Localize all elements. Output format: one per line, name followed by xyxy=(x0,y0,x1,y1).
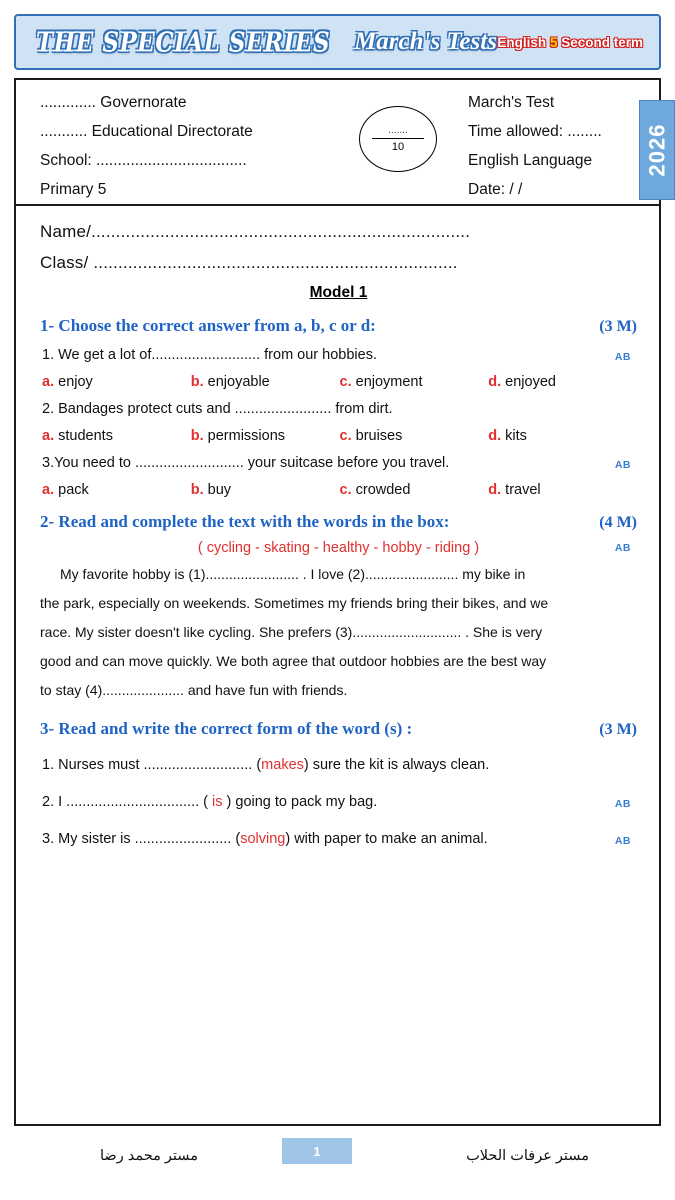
question-1-item-1-stem xyxy=(42,345,637,366)
choice-c[interactable] xyxy=(340,428,489,444)
choice-letter: c. xyxy=(339,428,352,444)
choice-d[interactable] xyxy=(488,482,637,498)
name-field-line[interactable]: Name/............................................................................. xyxy=(40,222,471,241)
choice-a[interactable] xyxy=(42,374,191,390)
choice-letter: d. xyxy=(488,374,502,390)
class-field-line[interactable]: Class/ .......................................................................... xyxy=(40,253,458,272)
choice-letter: a. xyxy=(42,482,55,498)
exam-name-line: March's Test xyxy=(468,94,555,111)
choice-letter: a. xyxy=(42,374,55,390)
stem-text: 1. We get a lot of........................... from our hobbies. xyxy=(42,347,377,363)
item-post-text: ) with paper to make an animal. xyxy=(285,831,488,847)
exam-info-box xyxy=(14,78,661,206)
page-number-badge xyxy=(282,1138,352,1164)
choice-text: pack xyxy=(58,482,89,498)
item-word: is xyxy=(212,794,223,810)
choice-text: enjoyed xyxy=(505,374,556,390)
marks-circle xyxy=(359,106,437,172)
ab-marker: AB xyxy=(614,459,631,471)
exam-meta-block xyxy=(468,88,602,204)
ab-marker: AB xyxy=(614,542,631,554)
choice-d[interactable] xyxy=(488,374,637,390)
ab-marker: AB xyxy=(614,798,631,810)
choice-b[interactable] xyxy=(191,374,340,390)
question-1-item-2-stem xyxy=(42,399,637,420)
passage-line-5: to stay (4)..................... and have fun with friends. xyxy=(40,682,348,698)
footer-teacher-left: مستر محمد رضا xyxy=(100,1148,198,1164)
stem-text: 3.You need to ........................... your suitcase before you travel. xyxy=(42,455,450,471)
question-1-title: 1- Choose the correct answer from a, b, c or d: xyxy=(40,316,376,335)
question-3-item-3[interactable] xyxy=(42,829,637,850)
question-2-word-box xyxy=(40,540,637,556)
school-info-block xyxy=(40,88,253,204)
choice-letter: c. xyxy=(339,374,352,390)
subject-line: English Language xyxy=(468,152,593,169)
word-box-text: ( cycling - skating - healthy - hobby - riding ) xyxy=(197,540,480,556)
passage-line-3: race. My sister doesn't like cycling. She prefers (3)............................ . She is very xyxy=(40,624,543,640)
subject-term-label xyxy=(497,35,643,50)
question-3-marks: (3 M) xyxy=(599,721,637,738)
passage-line-4: good and can move quickly. We both agree that outdoor hobbies are the best way xyxy=(40,653,547,669)
page-footer xyxy=(14,1126,661,1188)
question-1-item-3-stem xyxy=(42,453,637,474)
choice-letter: b. xyxy=(190,374,204,390)
grade-number: 5 xyxy=(549,34,558,50)
question-2-title: 2- Read and complete the text with the words in the box: xyxy=(40,512,450,531)
choice-d[interactable] xyxy=(488,428,637,444)
question-3-title: 3- Read and write the correct form of the word (s) : xyxy=(40,719,413,738)
series-title: THE SPECIAL SERIES xyxy=(36,26,331,58)
score-divider xyxy=(372,138,424,139)
choice-a[interactable] xyxy=(42,482,191,498)
governorate-line: ............. Governorate xyxy=(40,94,187,111)
choice-text: buy xyxy=(207,482,232,498)
choice-text: permissions xyxy=(207,428,286,444)
item-post-text: ) sure the kit is always clean. xyxy=(303,757,490,773)
choice-letter: b. xyxy=(190,428,204,444)
page-number: 1 xyxy=(313,1143,321,1159)
year-tab xyxy=(639,100,675,200)
directorate-line: ........... Educational Directorate xyxy=(40,123,253,140)
choice-letter: b. xyxy=(190,482,204,498)
choice-letter: d. xyxy=(488,428,502,444)
grade-line: Primary 5 xyxy=(40,181,107,198)
score-dots: ....... xyxy=(388,124,408,136)
choice-text: enjoyment xyxy=(355,374,423,390)
header-banner xyxy=(14,14,661,70)
time-allowed-line: Time allowed: ........ xyxy=(468,123,602,140)
total-marks: 10 xyxy=(391,140,405,153)
subject-label: English xyxy=(497,34,547,50)
choice-text: travel xyxy=(505,482,541,498)
stem-text: 2. Bandages protect cuts and ........................ from dirt. xyxy=(42,401,393,417)
choice-text: crowded xyxy=(355,482,411,498)
test-title: March's Tests xyxy=(354,28,497,55)
question-2-passage[interactable] xyxy=(40,560,637,705)
choice-text: enjoyable xyxy=(207,374,270,390)
choice-letter: d. xyxy=(488,482,502,498)
item-post-text: ) going to pack my bag. xyxy=(222,794,378,810)
question-3-item-1[interactable] xyxy=(42,755,637,776)
question-2-header xyxy=(40,512,637,532)
choice-letter: a. xyxy=(42,428,55,444)
date-line: Date: / / xyxy=(468,181,523,198)
item-word: solving xyxy=(240,831,286,847)
question-3-header xyxy=(40,719,637,739)
item-pre-text: 1. Nurses must ........................... ( xyxy=(42,757,262,773)
item-pre-text: 2. I ................................. ( xyxy=(42,794,213,810)
model-label: Model 1 xyxy=(309,284,368,301)
question-1-item-3-choices xyxy=(42,482,637,498)
question-1-marks: (3 M) xyxy=(599,318,637,335)
question-3-item-2[interactable] xyxy=(42,792,637,813)
passage-line-1: My favorite hobby is (1)........................ . I love (2)........................ my bike in xyxy=(60,566,526,582)
choice-letter: c. xyxy=(339,482,352,498)
choice-b[interactable] xyxy=(191,428,340,444)
question-1-header xyxy=(40,316,637,336)
choice-b[interactable] xyxy=(191,482,340,498)
choice-text: students xyxy=(58,428,113,444)
choice-c[interactable] xyxy=(340,374,489,390)
ab-marker: AB xyxy=(614,351,631,363)
term-label: Second term xyxy=(561,34,643,50)
choice-text: kits xyxy=(505,428,527,444)
question-1-item-1-choices xyxy=(42,374,637,390)
footer-teacher-right: مستر عرفات الحلاب xyxy=(466,1148,589,1164)
question-2-marks: (4 M) xyxy=(599,514,637,531)
school-line: School: ................................... xyxy=(40,152,247,169)
item-word: makes xyxy=(261,757,304,773)
exam-sheet xyxy=(14,206,661,1126)
choice-c[interactable] xyxy=(340,482,489,498)
ab-marker: AB xyxy=(614,835,631,847)
year-label: 2026 xyxy=(644,123,670,177)
choice-a[interactable] xyxy=(42,428,191,444)
question-1-item-2-choices xyxy=(42,428,637,444)
item-pre-text: 3. My sister is ........................ ( xyxy=(42,831,241,847)
choice-text: bruises xyxy=(355,428,403,444)
passage-line-2: the park, especially on weekends. Sometimes my friends bring their bikes, and we xyxy=(40,595,549,611)
choice-text: enjoy xyxy=(58,374,93,390)
